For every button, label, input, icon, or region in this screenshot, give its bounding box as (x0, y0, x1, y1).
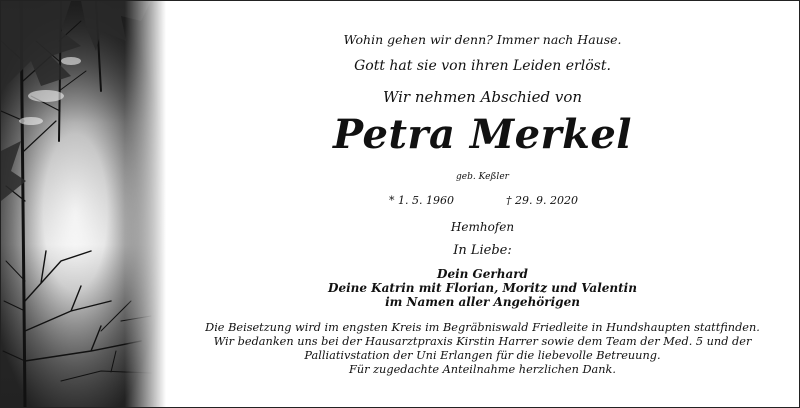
closing-line: Palliativstation der Uni Erlangen für die liebevolle Betreuung. (304, 349, 661, 362)
winter-forest-photo (1, 1, 166, 407)
relief-line: Gott hat sie von ihren Leiden erlöst. (354, 58, 611, 74)
family-line: im Namen aller Angehörigen (385, 295, 580, 309)
hometown: Hemhofen (450, 220, 515, 234)
deceased-name: Petra Merkel (332, 111, 632, 158)
family-line: Deine Katrin mit Florian, Moritz und Valentin (328, 281, 637, 295)
death-date: † 29. 9. 2020 (506, 194, 578, 207)
family-line: Dein Gerhard (437, 267, 528, 281)
notice-text (166, 1, 799, 407)
farewell-line: Wir nehmen Abschied von (382, 88, 583, 106)
in-love-line: In Liebe: (453, 243, 512, 258)
verse: Wohin gehen wir denn? Immer nach Hause. (343, 32, 622, 47)
closing-line: Für zugedachte Anteilnahme herzlichen Dank. (349, 363, 616, 376)
closing-line: Wir bedanken uns bei der Hausarztpraxis Kirstin Harrer sowie dem Team der Med. 5 und der (213, 335, 752, 348)
closing-line: Die Beisetzung wird im engsten Kreis im Begräbniswald Friedleite in Hundshaupten stattfinden. (205, 321, 760, 334)
birth-date: * 1. 5. 1960 (389, 194, 454, 207)
birth-name: geb. Keßler (456, 172, 509, 182)
